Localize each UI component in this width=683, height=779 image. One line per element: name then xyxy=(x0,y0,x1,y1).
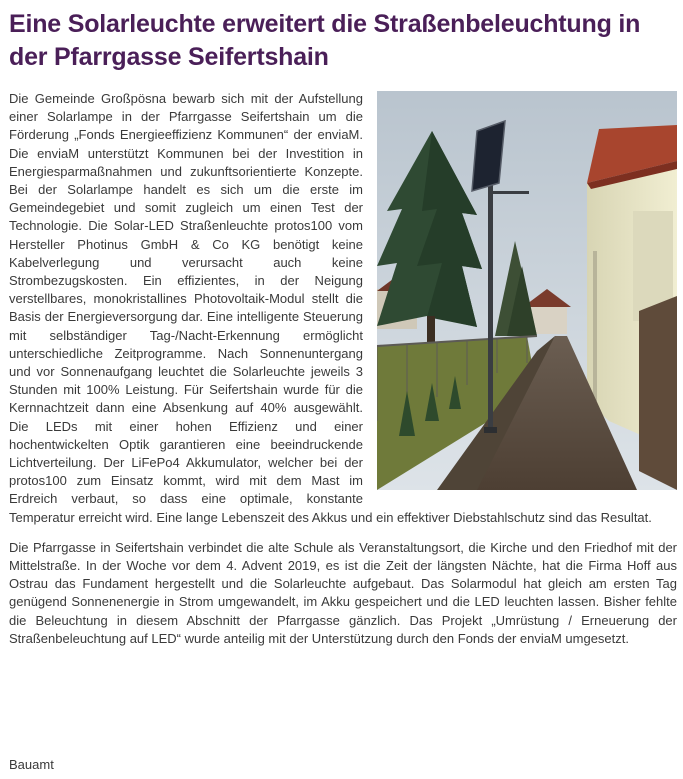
light-arm xyxy=(489,191,529,194)
street-light-pole xyxy=(488,171,493,431)
article-paragraph-1: Die Gemeinde Großpösna bewarb sich mit der Aufstellung einer Solarlampe in der Pfarrgasse Seifertshain um die Förderung „Fonds Energieeffizienz Kommunen“ der enviaM. Die enviaM unterstützt Kommunen bei der Investition in Energiesparmaßnahmen und zukunftsorientierte Konzepte. Bei der Solarlampe handelt es sich um die erste im Gemeindegebiet und somit zugleich um einen Test der Technologie. Die Solar-LED Straßenleuchte protos100 vom Hersteller Photinus GmbH & Co KG benötigt keine Kabelverlegung und verursacht auch keine Strombezugskosten. Ein effizientes, in der Neigung verstellbares, monokristallines Photovoltaik-Modul stellt die Basis der Energieversorgung dar. Eine intelligente Steuerung mit selbständiger Tag-/Nacht-Erkennung ermöglicht unterschiedliche Zeitprogramme. Nach Sonnenuntergang und vor Sonnenaufgang leuchtet die Solarleuchte jeweils 3 Stunden mit 100% Leistung. Für Seifertshain wurde für die Kernnachtzeit dann eine Absenkung auf 40% ausgewählt. Die LEDs mit einer hohen Effizienz und einer hochentwickelten Optik garantieren eine beeindruckende Lichtverteilung. Der LiFePo4 Akkumulator, welcher bei der protos100 zum Einsatz kommt, wird mit dem Mast im Erdreich verbaut, so dass eine optimale, konstante Temperatur erreicht wird. Eine lange Lebenszeit des Akkus und ein effektiver Diebstahlschutz sind das Resultat. xyxy=(9,91,652,525)
pole-base xyxy=(484,427,497,433)
solar-street-light-photo xyxy=(377,91,677,490)
house-downpipe xyxy=(593,251,597,401)
right-hedge xyxy=(639,296,677,490)
article-signature: Bauamt xyxy=(9,757,54,772)
article-body xyxy=(9,90,677,648)
article-container xyxy=(9,8,677,648)
article-headline: Eine Solarleuchte erweitert die Straßenbeleuchtung in der Pfarrgasse Seifertshain xyxy=(9,10,641,71)
article-paragraph-2: Die Pfarrgasse in Seifertshain verbindet die alte Schule als Veranstaltungsort, die Kirche und den Friedhof mit der Mittelstraße. In der Woche vor dem 4. Advent 2019, es ist die Zeit der längsten Nächte, hat die Firma Hoff aus Ostrau das Fundament hergestellt und die Solarleuchte aufgebaut. Das Solarmodul hat gleich am ersten Tag genügend Sonnenenergie in Strom umgewandelt, im Akku gespeichert und die LED leuchten lassen. Bisher fehlte die Beleuchtung in diesem Abschnitt der Pfarrgasse gänzlich. Das Projekt „Umrüstung / Erneuerung der Straßenbeleuchtung auf LED“ wurde anteilig mit der Unterstützung durch den Fonds der enviaM umgesetzt. xyxy=(9,539,677,646)
